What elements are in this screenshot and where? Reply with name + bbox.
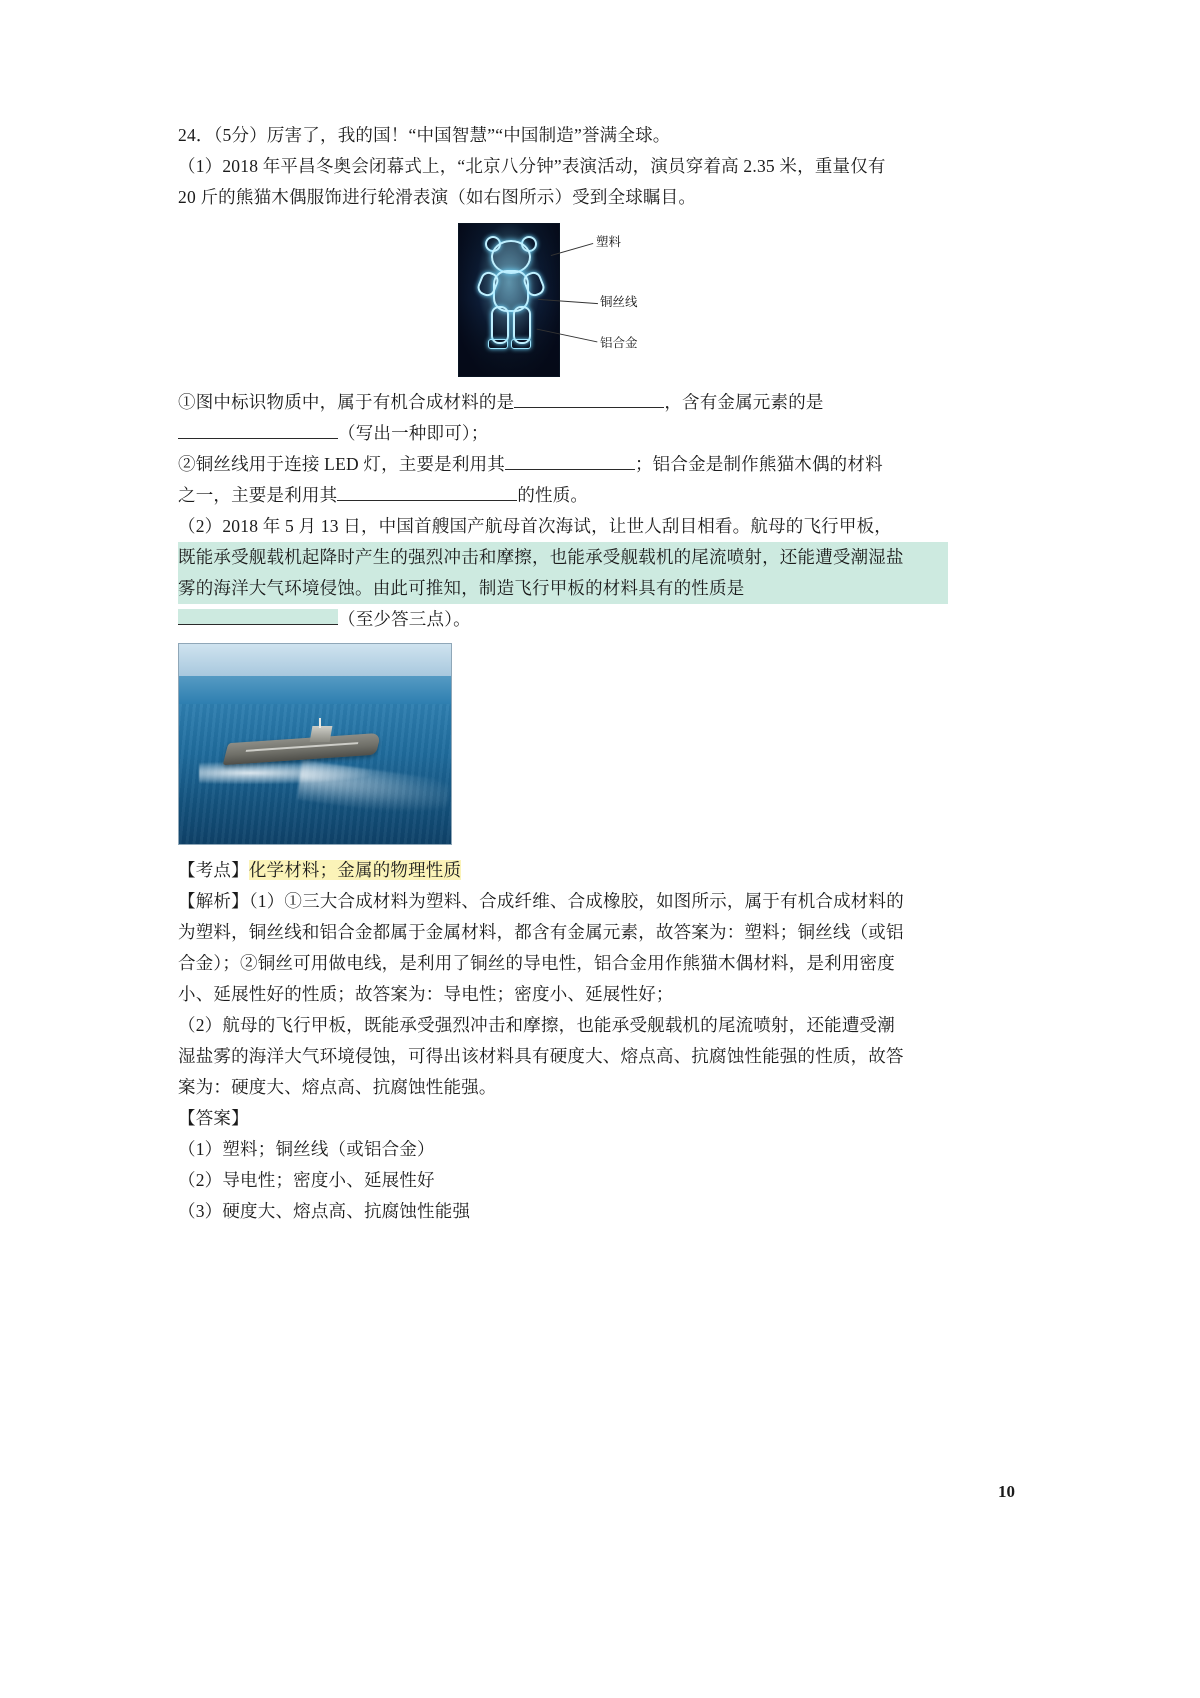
question-part2-line3: 雾的海洋大气环境侵蚀。由此可推知，制造飞行甲板的材料具有的性质是 <box>178 573 948 604</box>
answer-line-1: （1）塑料；铜丝线（或铝合金） <box>178 1139 435 1159</box>
page-content <box>178 120 948 1227</box>
question-part1-line1: （1）2018 年平昌冬奥会闭幕式上，“北京八分钟”表演活动，演员穿着高 2.35 米，重量仅有 <box>178 156 886 176</box>
kaodian-label: 【考点】 <box>178 860 249 880</box>
analysis-jiexi-line-1 <box>178 886 948 917</box>
answer-blank-5[interactable] <box>178 609 338 625</box>
sub1-text-a: ①图中标识物质中，属于有机合成材料的是 <box>178 392 515 412</box>
carrier-island-superstructure <box>310 726 333 742</box>
sub1-text-b: ，含有金属元素的是 <box>664 392 824 412</box>
panda-skate-left-icon <box>488 339 508 349</box>
analysis-jiexi-line-5: （2）航母的飞行甲板，既能承受强烈冲击和摩擦，也能承受舰载机的尾流喷射，还能遭受潮 <box>178 1015 895 1035</box>
carrier-sky <box>179 644 451 676</box>
sub2-text-a: ②铜丝线用于连接 LED 灯，主要是利用其 <box>178 454 505 474</box>
figure-label-copper-wire: 铜丝线 <box>600 295 638 309</box>
question-part1-line2: 20 斤的熊猫木偶服饰进行轮滑表演（如右图所示）受到全球瞩目。 <box>178 187 697 207</box>
panda-head-icon <box>491 240 531 274</box>
figure-aircraft-carrier <box>178 643 452 845</box>
answer-line-3: （3）硬度大、熔点高、抗腐蚀性能强 <box>178 1201 471 1221</box>
figure-label-aluminum-alloy: 铝合金 <box>600 336 638 350</box>
jiexi-label: 【解析】 <box>178 891 249 911</box>
question-sub1-line2 <box>178 418 948 449</box>
part2-text-tail: （至少答三点）。 <box>338 609 471 629</box>
sub2-text-d: 的性质。 <box>517 485 589 505</box>
panda-skate-right-icon <box>511 339 531 349</box>
analysis-jiexi-line-6: 湿盐雾的海洋大气环境侵蚀，可得出该材料具有硬度大、熔点高、抗腐蚀性能强的性质，故答 <box>178 1046 904 1066</box>
answer-line-2: （2）导电性；密度小、延展性好 <box>178 1170 435 1190</box>
question-sub1-line1 <box>178 387 948 418</box>
analysis-jiexi-line-2: 为塑料，铜丝线和铝合金都属于金属材料，都含有金属元素，故答案为：塑料；铜丝线（或铝 <box>178 922 904 942</box>
sub1-text-c: （写出一种即可）； <box>338 423 489 443</box>
analysis-kaodian-line <box>178 855 948 886</box>
answer-blank-1[interactable] <box>514 392 664 408</box>
panda-puppet-illustration <box>481 238 537 358</box>
question-part2-line1: （2）2018 年 5 月 13 日，中国首艘国产航母首次海试，让世人刮目相看。航母的飞行甲板， <box>178 516 892 536</box>
answer-blank-3[interactable] <box>505 454 635 470</box>
kaodian-text: 化学材料；金属的物理性质 <box>248 860 462 880</box>
analysis-jiexi-line-4: 小、延展性好的性质；故答案为：导电性；密度小、延展性好； <box>178 984 674 1004</box>
figure-panda <box>178 223 948 381</box>
sub2-text-b: ；铝合金是制作熊猫木偶的材料 <box>634 454 883 474</box>
question-number-line: 24．（5分）厉害了，我的国！“中国智慧”“中国制造”誉满全球。 <box>178 125 671 145</box>
question-part2-line4 <box>178 604 948 635</box>
carrier-ship <box>227 726 377 772</box>
sub2-text-c: 之一，主要是利用其 <box>178 485 338 505</box>
answer-blank-2[interactable] <box>178 423 338 439</box>
question-part2-line2: 既能承受舰载机起降时产生的强烈冲击和摩擦，也能承受舰载机的尾流喷射，还能遭受潮湿盐 <box>178 542 948 573</box>
question-sub2-line1 <box>178 449 948 480</box>
page-number: 10 <box>998 1482 1015 1501</box>
carrier-mast <box>319 718 321 728</box>
answer-blank-4[interactable] <box>337 485 517 501</box>
answer-label: 【答案】 <box>178 1108 249 1128</box>
analysis-jiexi-line-3: 合金）；②铜丝可用做电线，是利用了铜丝的导电性，铝合金用作熊猫木偶材料，是利用密度 <box>178 953 895 973</box>
jiexi-text-1: （1）①三大合成材料为塑料、合成纤维、合成橡胶，如图所示，属于有机合成材料的 <box>248 891 904 911</box>
figure-label-plastic: 塑料 <box>596 235 622 249</box>
analysis-jiexi-line-7: 案为：硬度大、熔点高、抗腐蚀性能强。 <box>178 1077 497 1097</box>
question-sub2-line2 <box>178 480 948 511</box>
